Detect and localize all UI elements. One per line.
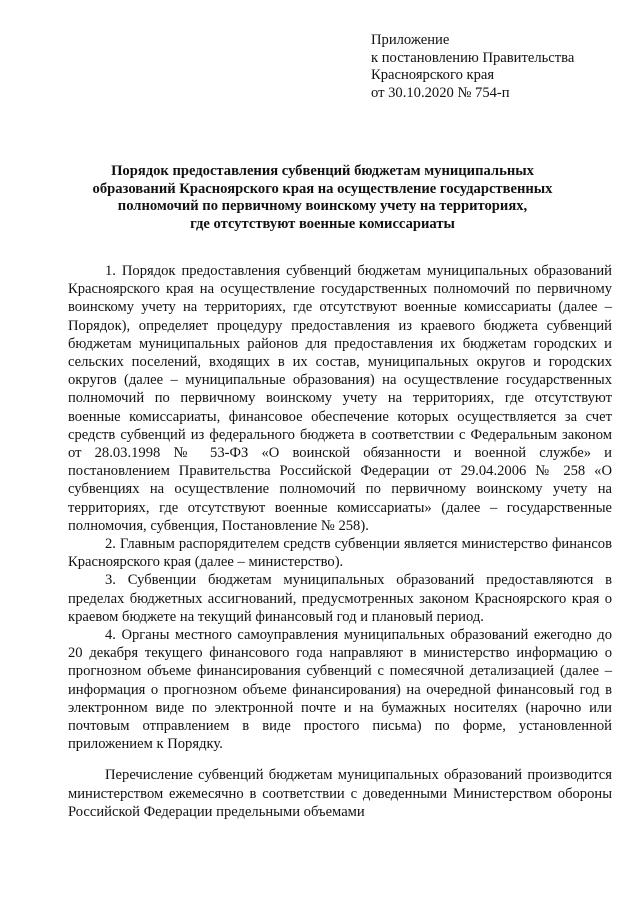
paragraph-3: 3. Субвенции бюджетам муниципальных образований предоставляются в пределах бюджетных ассигнований, предусмотренных законом Красноярского края о краевом бюджете на текущий финансовый год и плановый период.: [68, 572, 612, 625]
title-line-4: где отсутствуют военные комиссариаты: [190, 215, 455, 232]
appendix-label: Приложение: [371, 32, 450, 48]
paragraph-5: Перечисление субвенций бюджетам муниципальных образований производится министерством ежемесячно в соответствии с доведенными Министерством обороны Российской Федерации предельными объемами: [68, 767, 612, 820]
title-line-1: Порядок предоставления субвенций бюджетам муниципальных: [111, 163, 534, 179]
document-body: [68, 262, 612, 821]
appendix-header: [371, 32, 631, 102]
paragraph-1: 1. Порядок предоставления субвенций бюджетам муниципальных образований Красноярского края на осуществление государственных полномочий по первичному воинскому учету на территориях, где отсутствуют военные комиссариаты (далее – Порядок), определяет процедуру предоставления из краевого бюджета субвенций бюджетам муниципальных районов для предоставления их бюджетам городских и сельских поселений, входящих в их состав, муниципальных округов и городских округов (далее – муниципальные образования) на осуществление государственных полномочий по первичному воинскому учету на территориях, где отсутствуют военные комиссариаты, финансовое обеспечение которых осуществляется за счет средств субвенций из федерального бюджета в соответствии с Федеральным законом от 28.03.1998 № 53-ФЗ «О воинской обязанности и военной службе» и постановлением Правительства Российской Федерации от 29.04.2006 № 258 «О субвенциях на осуществление полномочий по первичному воинскому учету на территориях, где отсутствуют военные комиссариаты» (далее – государственные полномочия, субвенция, Постановление № 258).: [68, 263, 612, 534]
title-line-3: полномочий по первичному воинскому учету на территориях,: [117, 198, 528, 215]
paragraph-4: 4. Органы местного самоуправления муниципальных образований ежегодно до 20 декабря текущего финансового года направляют в министерство информацию о прогнозном объеме финансирования субвенций с помесячной детализацией (далее – информация о прогнозном объеме финансирования) на очередной финансовый год в электронном виде по электронной почте и на бумажных носителях (нарочно или почтовым отправлением в виде простого письма) по форме, установленной приложением к Порядку.: [68, 627, 612, 753]
appendix-reference: к постановлению Правительства: [371, 49, 575, 66]
appendix-date-number: от 30.10.2020 № 754-п: [371, 84, 510, 101]
appendix-region: Красноярского края: [371, 67, 495, 84]
document-title: [80, 163, 565, 233]
title-line-2: образований Красноярского края на осуществление государственных: [92, 180, 553, 197]
paragraph-2: 2. Главным распорядителем средств субвенции является министерство финансов Красноярского края (далее – министерство).: [68, 536, 612, 571]
